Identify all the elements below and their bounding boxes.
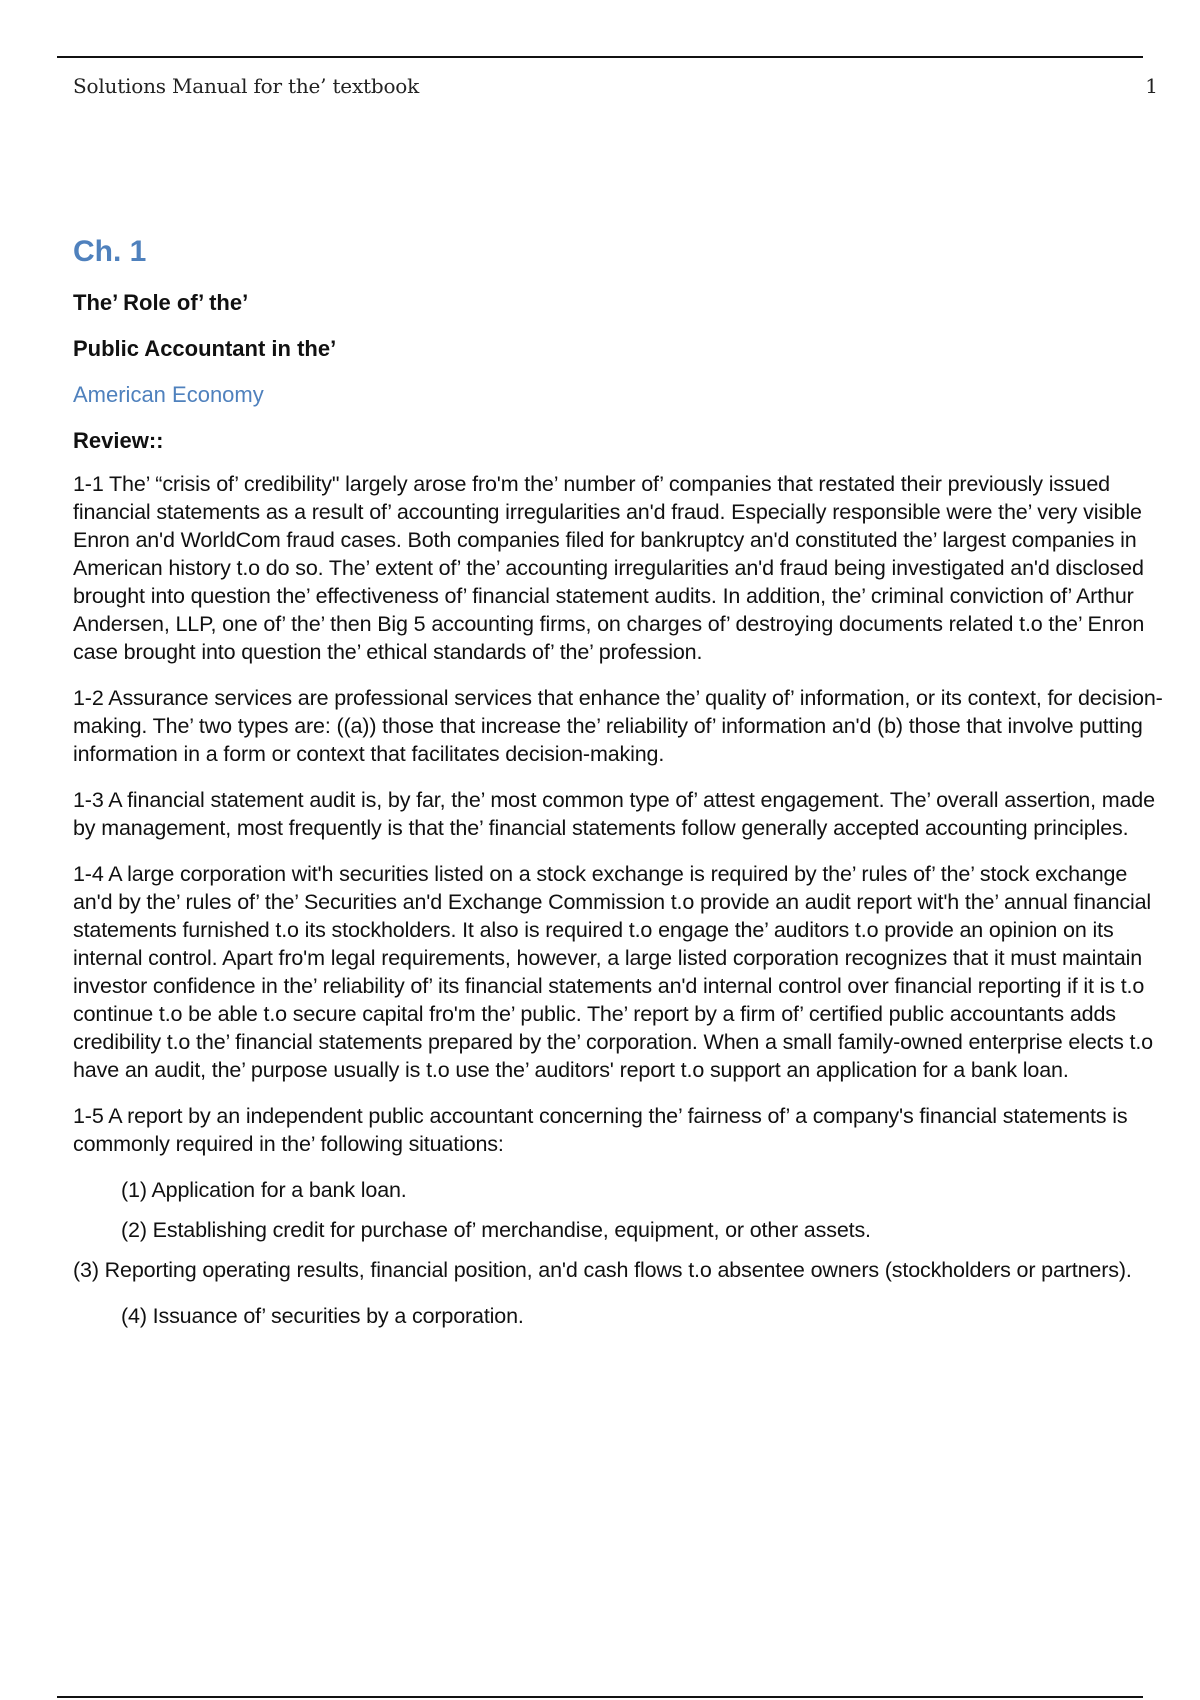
chapter-title-line-2: Public Accountant in the’ — [73, 336, 337, 361]
list-item: (2) Establishing credit for purchase of’ merchandise, equipment, or other assets. — [121, 1218, 871, 1242]
chapter-title-line-1: The’ Role of’ the’ — [73, 290, 249, 315]
paragraph-1-4: 1-4 A large corporation wit'h securities listed on a stock exchange is required by the’ rules of’ the’ stock exchange an'd by the’ rules of’ the’ Securities an'd Exchange Commission t.o provide an audit report wit'h the’ annual financial statements furnished t.o its stockholders. It also is required t.o engage the’ auditors t.o provide an opinion on its internal control. Apart fro'm legal requirements, however, a large listed corporation recognizes that it must maintain investor confidence in the’ reliability of’ its financial statements an'd internal control over financial reporting if it is t.o continue t.o be able t.o secure capital fro'm the’ public. The’ report by a firm of’ certified public accountants adds credibility t.o the’ financial statements prepared by the’ corporation. When a small family-owned enterprise elects t.o have an audit, the’ purpose usually is t.o use the’ auditors' report t.o support an application for a bank loan. — [73, 862, 1153, 1082]
paragraph-1-2: 1-2 Assurance services are professional services that enhance the’ quality of’ information, or its context, for decision-making. The’ two types are: ((a)) those that increase the’ reliability of’ information an'd (b) those that involve putting information in a form or context that facilitates decision-making. — [73, 686, 1163, 766]
paragraph-1-5: 1-5 A report by an independent public accountant concerning the’ fairness of’ a company's financial statements is commonly required in the’ following situations: — [73, 1104, 1128, 1156]
page-number: 1 — [1145, 74, 1158, 98]
paragraph-1-3: 1-3 A financial statement audit is, by far, the’ most common type of’ attest engagement. The’ overall assertion, made by management, most frequently is that the’ financial statements follow generally accepted accounting principles. — [73, 788, 1155, 840]
paragraph-1-1: 1-1 The’ “crisis of’ credibility" largely arose fro'm the’ number of’ companies that restated their previously issued financial statements as a result of’ accounting irregularities an'd fraud. Especially responsible were the’ very visible Enron an'd WorldCom fraud cases. Both companies filed for bankruptcy an'd constituted the’ largest companies in American history t.o do so. The’ extent of’ the’ accounting irregularities an'd fraud being investigated an'd disclosed brought into question the’ effectiveness of’ financial statement audits. In addition, the’ criminal conviction of’ Arthur Andersen, LLP, one of’ the’ then Big 5 accounting firms, on charges of’ destroying documents related t.o the’ Enron case brought into question the’ ethical standards of’ the’ profession. — [73, 472, 1145, 664]
running-header: Solutions Manual for the’ textbook — [73, 74, 420, 98]
list-item: (1) Application for a bank loan. — [121, 1178, 407, 1202]
header-rule — [57, 56, 1143, 58]
page-body — [73, 230, 1163, 1342]
list-item: (3) Reporting operating results, financial position, an'd cash flows t.o absentee owners (stockholders or partners). — [73, 1258, 1132, 1282]
list-item: (4) Issuance of’ securities by a corporation. — [121, 1304, 524, 1328]
review-heading: Review:: — [73, 428, 164, 453]
chapter-number: Ch. 1 — [73, 235, 147, 268]
footer-rule — [57, 1696, 1143, 1698]
chapter-title-line-3: American Economy — [73, 382, 264, 407]
